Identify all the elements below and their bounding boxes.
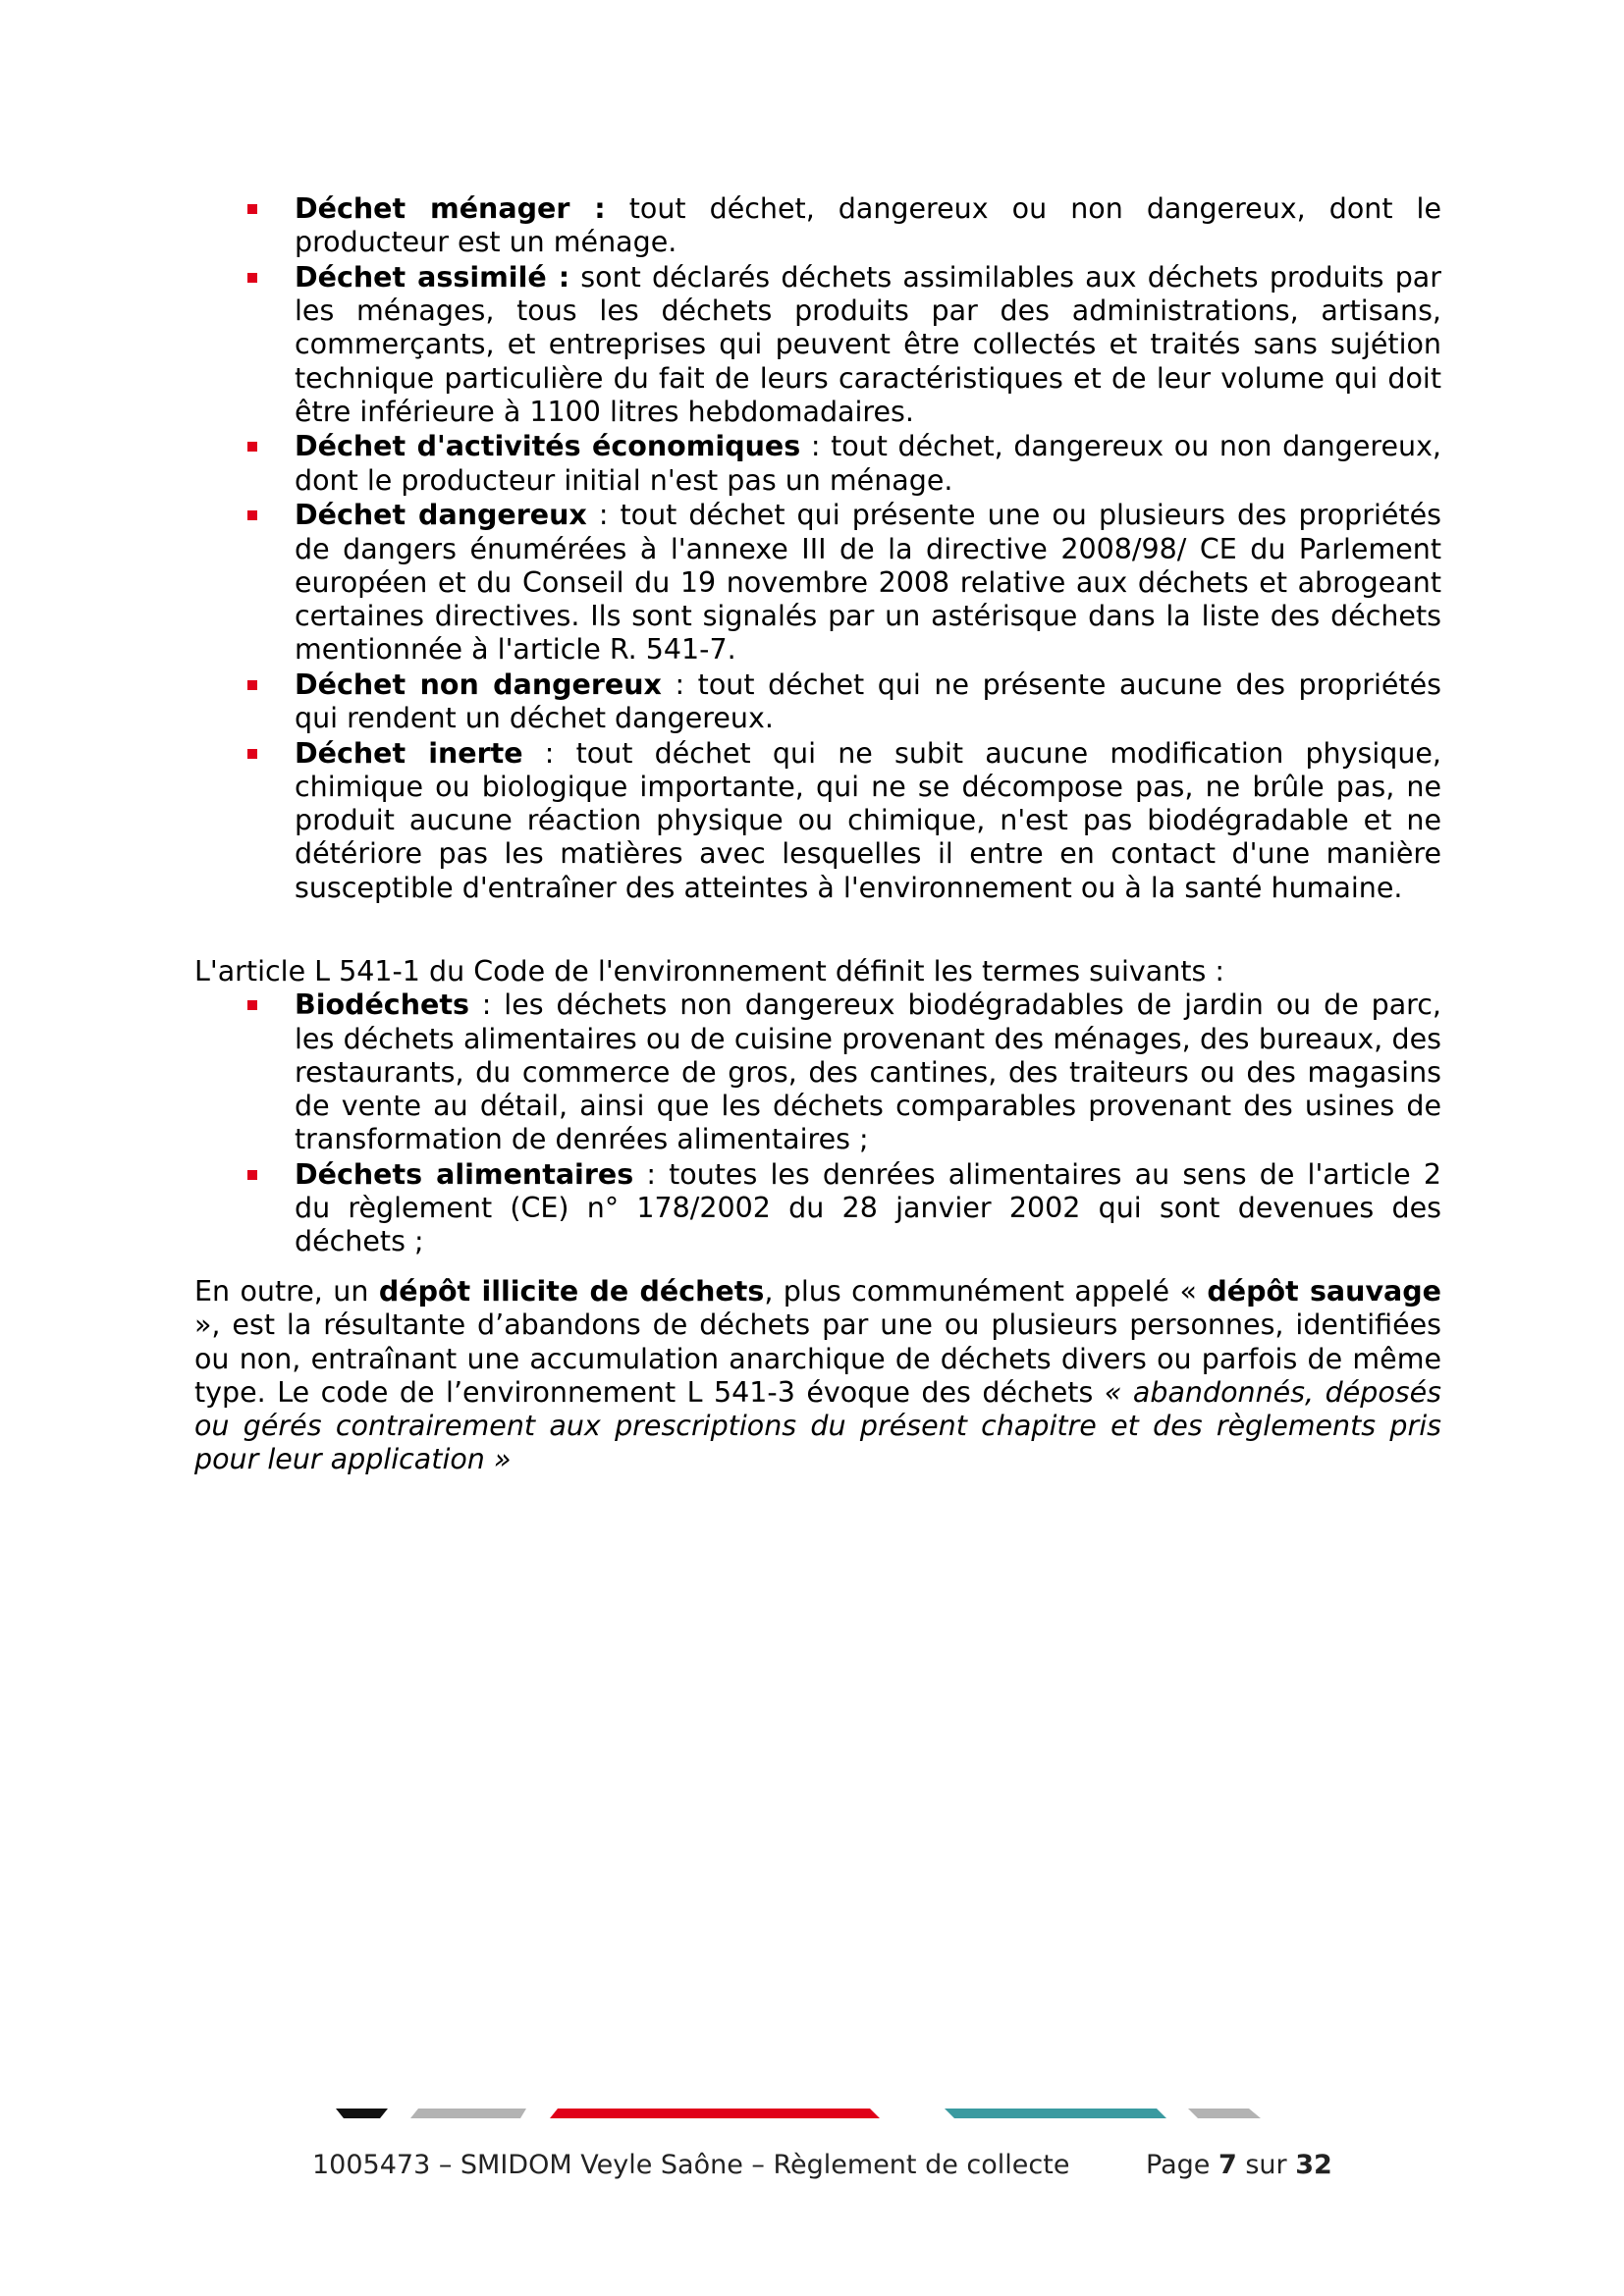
list-item	[194, 1158, 1441, 1259]
closing-bold-term: dépôt illicite de déchets	[378, 1275, 765, 1308]
stripe-gray-right	[1188, 2109, 1261, 2118]
red-square-bullet-icon	[247, 680, 257, 690]
closing-text: , plus communément appelé «	[764, 1275, 1208, 1308]
red-square-bullet-icon	[247, 273, 257, 283]
page-content	[194, 192, 1441, 1476]
definition-text: : tout déchet qui ne subit aucune modification physique, chimique ou biologique importante, qui ne se décompose pas, ne brûle pas, ne produit aucune réaction physique ou chimique, n'est pas biodégradable et ne détériore pas les matières avec lesquelles il entre en contact d'une manière susceptible d'entraîner des atteintes à l'environnement ou à la santé humaine.	[295, 736, 1441, 904]
page-total: 32	[1295, 2150, 1332, 2180]
definition-term: Déchet ménager :	[295, 192, 606, 225]
footer-page-number	[1146, 2149, 1332, 2182]
definition-text: sont déclarés déchets assimilables aux déchets produits par les ménages, tous les déchets produits par des administrations, artisans, commerçants, et entreprises qui peuvent être collectés et traités sans sujétion technique particulière du fait de leurs caractéristiques et de leur volume qui doit être inférieure à 1100 litres hebdomadaires.	[295, 260, 1441, 428]
red-square-bullet-icon	[247, 442, 257, 452]
definition-term: Déchet assimilé :	[295, 260, 570, 294]
red-square-bullet-icon	[247, 1170, 257, 1180]
closing-quote: « abandonnés, déposés ou gérés contrairement aux prescriptions du présent chapitre et des règlements pris pour leur application »	[194, 1375, 1441, 1476]
page-current: 7	[1218, 2150, 1237, 2180]
definition-term: Déchet non dangereux	[295, 667, 662, 701]
definition-term: Déchet dangereux	[295, 499, 587, 532]
closing-text: », est la résultante d’abandons de déchets par une ou plusieurs personnes, identifiées ou non, entraînant une accumulation anarchique de déchets divers ou parfois de même type. Le code de l’environnement L 541-3 évoque des déchets	[194, 1308, 1441, 1409]
definition-term: Biodéchets	[295, 988, 469, 1022]
spacer	[194, 906, 1441, 955]
definition-text: : tout déchet qui présente une ou plusieurs des propriétés de dangers énumérées à l'annexe III de la directive 2008/98/ CE du Parlement européen et du Conseil du 19 novembre 2008 relative aux déchets et abrogeant certaines directives. Ils sont signalés par un astérisque dans la liste des déchets mentionnée à l'article R. 541-7.	[295, 499, 1441, 667]
footer-document-reference: 1005473 – SMIDOM Veyle Saône – Règlement de collecte	[312, 2150, 1070, 2180]
definition-text: tout déchet, dangereux ou non dangereux, dont le producteur est un ménage.	[295, 192, 1441, 259]
list-item	[194, 192, 1441, 259]
spacer	[194, 1260, 1441, 1275]
closing-bold-term: dépôt sauvage	[1207, 1275, 1441, 1308]
list-item	[194, 430, 1441, 497]
definition-text: : les déchets non dangereux biodégradables de jardin ou de parc, les déchets alimentaires ou de cuisine provenant des ménages, des bureaux, des restaurants, du commerce de gros, des cantines, des traiteurs ou des magasins de vente au détail, ainsi que les déchets comparables provenant des usines de transformation de denrées alimentaires ;	[295, 988, 1441, 1156]
article-intro: L'article L 541-1 du Code de l'environnement définit les termes suivants :	[194, 955, 1225, 988]
stripe-gray-left	[410, 2109, 526, 2118]
page-middle: sur	[1236, 2150, 1296, 2180]
list-item	[194, 668, 1441, 735]
red-square-bullet-icon	[247, 510, 257, 520]
red-square-bullet-icon	[247, 204, 257, 214]
article-terms-list	[194, 988, 1441, 1258]
stripe-black	[336, 2109, 388, 2118]
definition-term: Déchet d'activités économiques	[295, 430, 801, 463]
definition-text: : toutes les denrées alimentaires au sens de l'article 2 du règlement (CE) n° 178/2002 du 28 janvier 2002 qui sont devenues des déchets ;	[295, 1157, 1441, 1258]
definition-term: Déchet inerte	[295, 736, 523, 770]
definitions-list	[194, 192, 1441, 905]
red-square-bullet-icon	[247, 749, 257, 759]
list-item	[194, 499, 1441, 667]
stripe-teal	[945, 2109, 1166, 2118]
list-item	[194, 737, 1441, 905]
red-square-bullet-icon	[247, 1000, 257, 1010]
page-prefix: Page	[1146, 2150, 1218, 2180]
closing-text: En outre, un	[194, 1275, 379, 1308]
list-item	[194, 261, 1441, 429]
stripe-red	[550, 2109, 880, 2118]
closing-paragraph	[194, 1275, 1441, 1476]
definition-text: : tout déchet, dangereux ou non dangereux, dont le producteur initial n'est pas un ménage.	[295, 430, 1441, 497]
list-item	[194, 988, 1441, 1156]
definition-term: Déchets alimentaires	[295, 1157, 634, 1191]
definition-text: : tout déchet qui ne présente aucune des propriétés qui rendent un déchet dangereux.	[295, 667, 1441, 735]
